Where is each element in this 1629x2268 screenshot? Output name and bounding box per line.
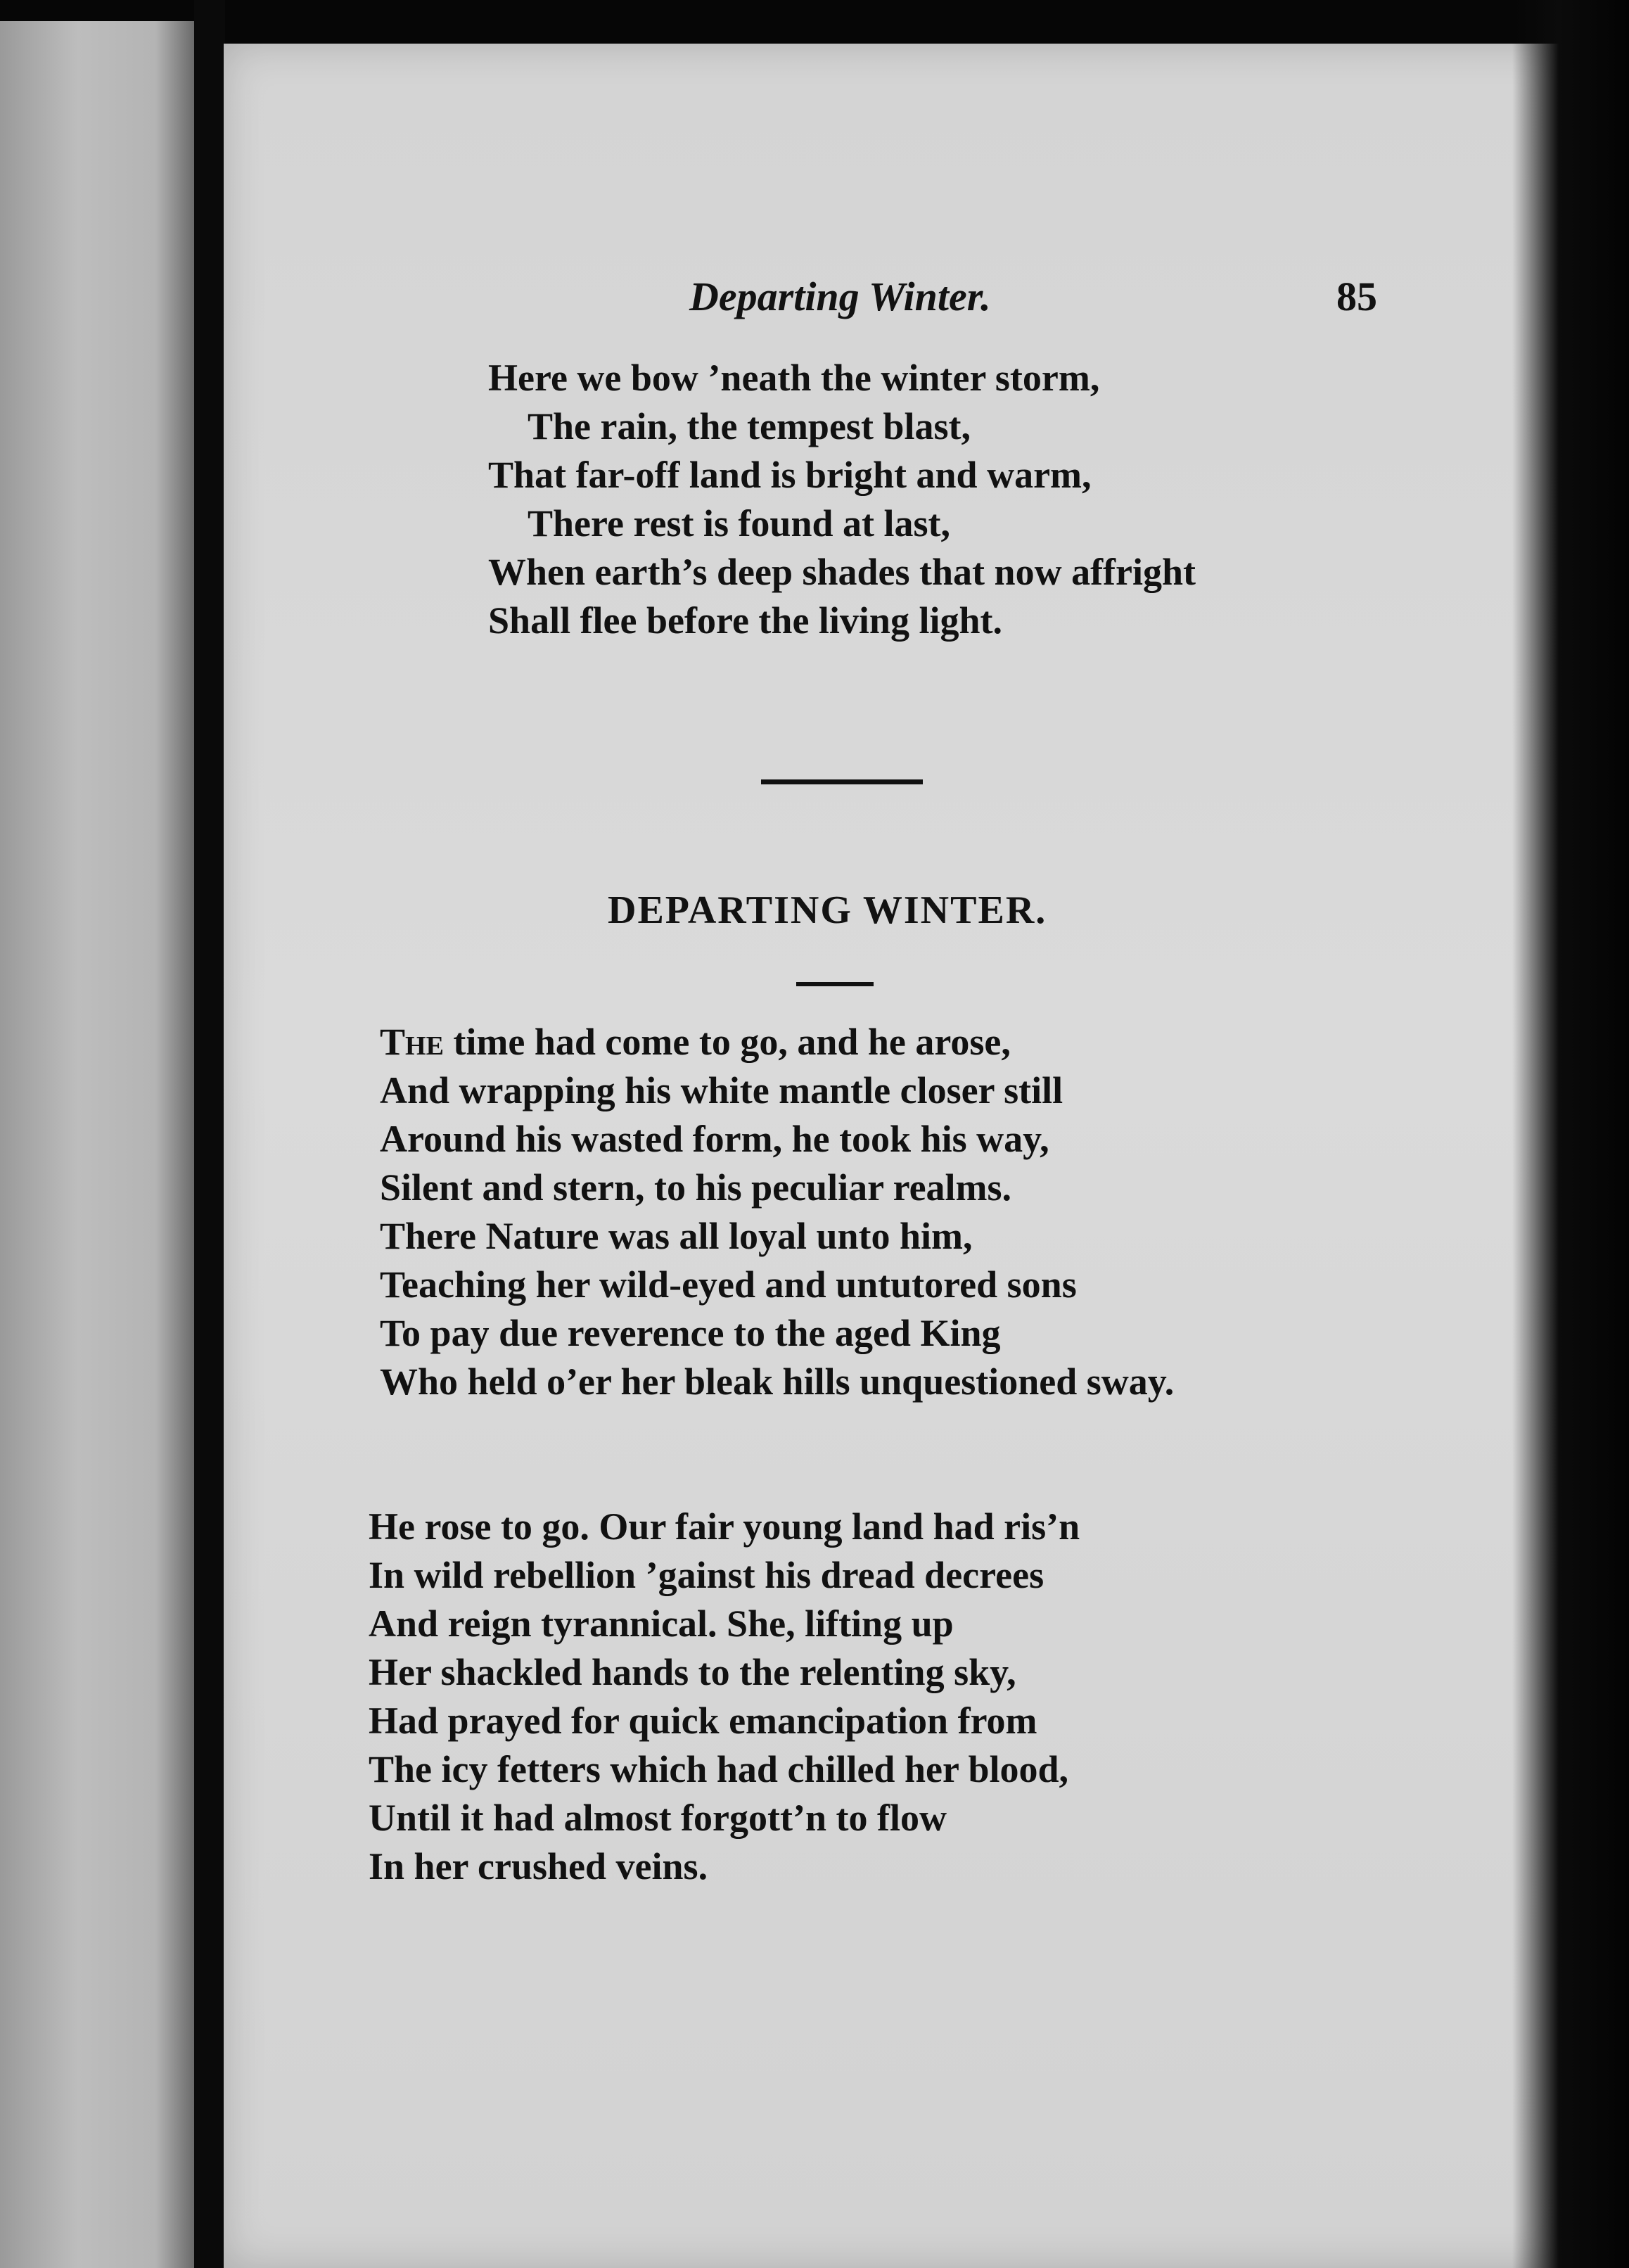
title-underline-rule — [796, 982, 874, 986]
verse-line: And reign tyrannical. She, lifting up — [369, 1603, 954, 1645]
page-number: 85 — [1336, 274, 1377, 319]
section-divider-rule — [761, 779, 923, 784]
verse-line: When earth’s deep shades that now affright — [488, 551, 1196, 593]
continued-stanza — [488, 354, 1196, 645]
verse-line: There Nature was all loyal unto him, — [380, 1215, 973, 1257]
verse-line: The icy fetters which had chilled her blood, — [369, 1748, 1069, 1790]
previous-page-edge — [0, 21, 194, 2268]
running-head: Departing Winter. — [689, 274, 991, 319]
verse-line: Shall flee before the living light. — [488, 599, 1002, 642]
verse-line: Around his wasted form, he took his way, — [380, 1118, 1049, 1160]
verse-line: Her shackled hands to the relenting sky, — [369, 1651, 1016, 1693]
verse-line: In her crushed veins. — [369, 1845, 708, 1887]
poem-stanza-1 — [380, 1018, 1174, 1406]
verse-line: That far-off land is bright and warm, — [488, 454, 1092, 496]
verse-line: He rose to go. Our fair young land had ris’n — [369, 1505, 1080, 1548]
verse-line — [380, 1018, 1174, 1066]
verse-line: Here we bow ’neath the winter storm, — [488, 357, 1100, 399]
opening-line-rest: time had come to go, and he arose, — [443, 1021, 1011, 1063]
verse-line: Until it had almost forgott’n to flow — [369, 1797, 947, 1839]
book-gutter — [194, 0, 225, 2268]
page-right-shadow — [1512, 0, 1629, 2268]
poem-stanza-2 — [369, 1503, 1080, 1891]
verse-line: To pay due reverence to the aged King — [380, 1312, 1001, 1354]
verse-line: In wild rebellion ’gainst his dread decrees — [369, 1554, 1045, 1596]
opening-word: The — [380, 1021, 444, 1063]
verse-line: Had prayed for quick emancipation from — [369, 1700, 1037, 1742]
verse-line: There rest is found at last, — [528, 502, 951, 544]
verse-line: And wrapping his white mantle closer still — [380, 1069, 1063, 1111]
verse-line: Who held o’er her bleak hills unquestioned sway. — [380, 1361, 1175, 1403]
verse-line: Silent and stern, to his peculiar realms. — [380, 1166, 1012, 1209]
verse-line: The rain, the tempest blast, — [528, 405, 971, 447]
verse-line: Teaching her wild-eyed and untutored sons — [380, 1263, 1077, 1306]
poem-title: DEPARTING WINTER. — [608, 888, 1047, 932]
